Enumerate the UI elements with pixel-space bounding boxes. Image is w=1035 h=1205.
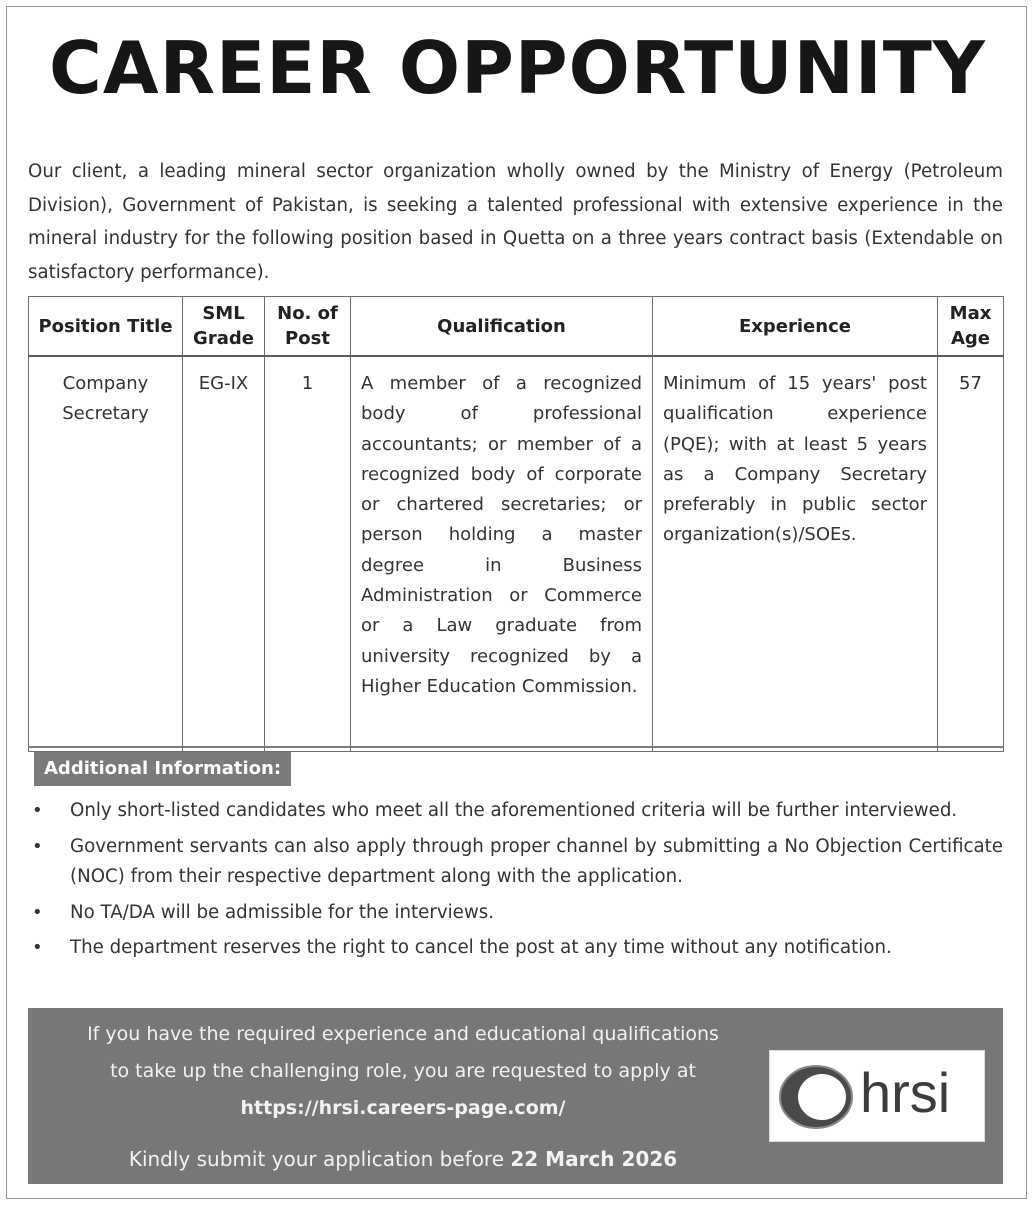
apply-url-link[interactable]: https://hrsi.careers-page.com/	[240, 1097, 566, 1119]
intro-paragraph: Our client, a leading mineral sector organization wholly owned by the Ministry of Energy (Petroleum Division), Government of Pakistan, is seeking a talented professional with extensive experience in the mineral industry for the following position based in Quetta on a three years contract basis (Extendable on satisfactory performance).	[28, 161, 1003, 283]
header-max-age: Max Age	[938, 297, 1004, 357]
hrsi-logo-text: hrsi	[860, 1061, 951, 1124]
header-experience: Experience	[653, 297, 938, 357]
cell-experience: Minimum of 15 years' post qualification experience (PQE); with at least 5 years as a Company Secretary preferably in public sector organization(s)/SOEs.	[653, 356, 938, 752]
bullet-icon: •	[32, 901, 43, 923]
additional-info-list	[28, 796, 1003, 969]
bullet-icon: •	[32, 835, 43, 857]
table-row	[29, 356, 1004, 752]
cell-qualification: A member of a recognized body of professional accountants; or member of a recognized body of corporate or chartered secretaries; or person holding a master degree in Business Administration or Commerce or a Law graduate from university recognized by a Higher Education Commission.	[351, 356, 653, 752]
application-deadline: Kindly submit your application before 22 March 2026	[128, 1147, 678, 1171]
table-header-row	[29, 297, 1004, 357]
hrsi-logo	[769, 1050, 985, 1142]
bullet-icon: •	[32, 937, 43, 958]
additional-info-divider	[28, 746, 1003, 748]
list-item: • No TA/DA will be admissible for the interviews.	[28, 898, 1003, 929]
list-item: • Only short-listed candidates who meet all the aforementioned criteria will be further interviewed.	[28, 796, 1003, 827]
cell-posts: 1	[265, 356, 351, 752]
cell-position-title: Company Secretary	[29, 356, 183, 752]
positions-table	[28, 296, 1004, 752]
deadline-date: 22 March 2026	[510, 1147, 678, 1171]
header-qualification: Qualification	[351, 297, 653, 357]
apply-line-1: If you have the required experience and educational qualifications	[87, 1023, 719, 1045]
page-title: CAREER OPPORTUNITY	[49, 26, 986, 110]
apply-banner	[28, 1008, 1003, 1184]
header-no-of-post: No. of Post	[265, 297, 351, 357]
list-item: • Government servants can also apply through proper channel by submitting a No Objection Certificate (NOC) from their respective department along with the application.	[28, 832, 1003, 893]
header-sml-grade: SML Grade	[183, 297, 265, 357]
cell-max-age: 57	[938, 356, 1004, 752]
list-item: • The department reserves the right to cancel the post at any time without any notification.	[28, 933, 1003, 964]
bullet-icon: •	[32, 800, 43, 821]
cell-grade: EG-IX	[183, 356, 265, 752]
header-position-title: Position Title	[29, 297, 183, 357]
hrsi-ring-logo-icon	[776, 1063, 856, 1131]
apply-instructions	[28, 1016, 778, 1127]
apply-line-2: to take up the challenging role, you are requested to apply at	[110, 1060, 696, 1082]
additional-info-heading: Additional Information:	[34, 752, 291, 786]
